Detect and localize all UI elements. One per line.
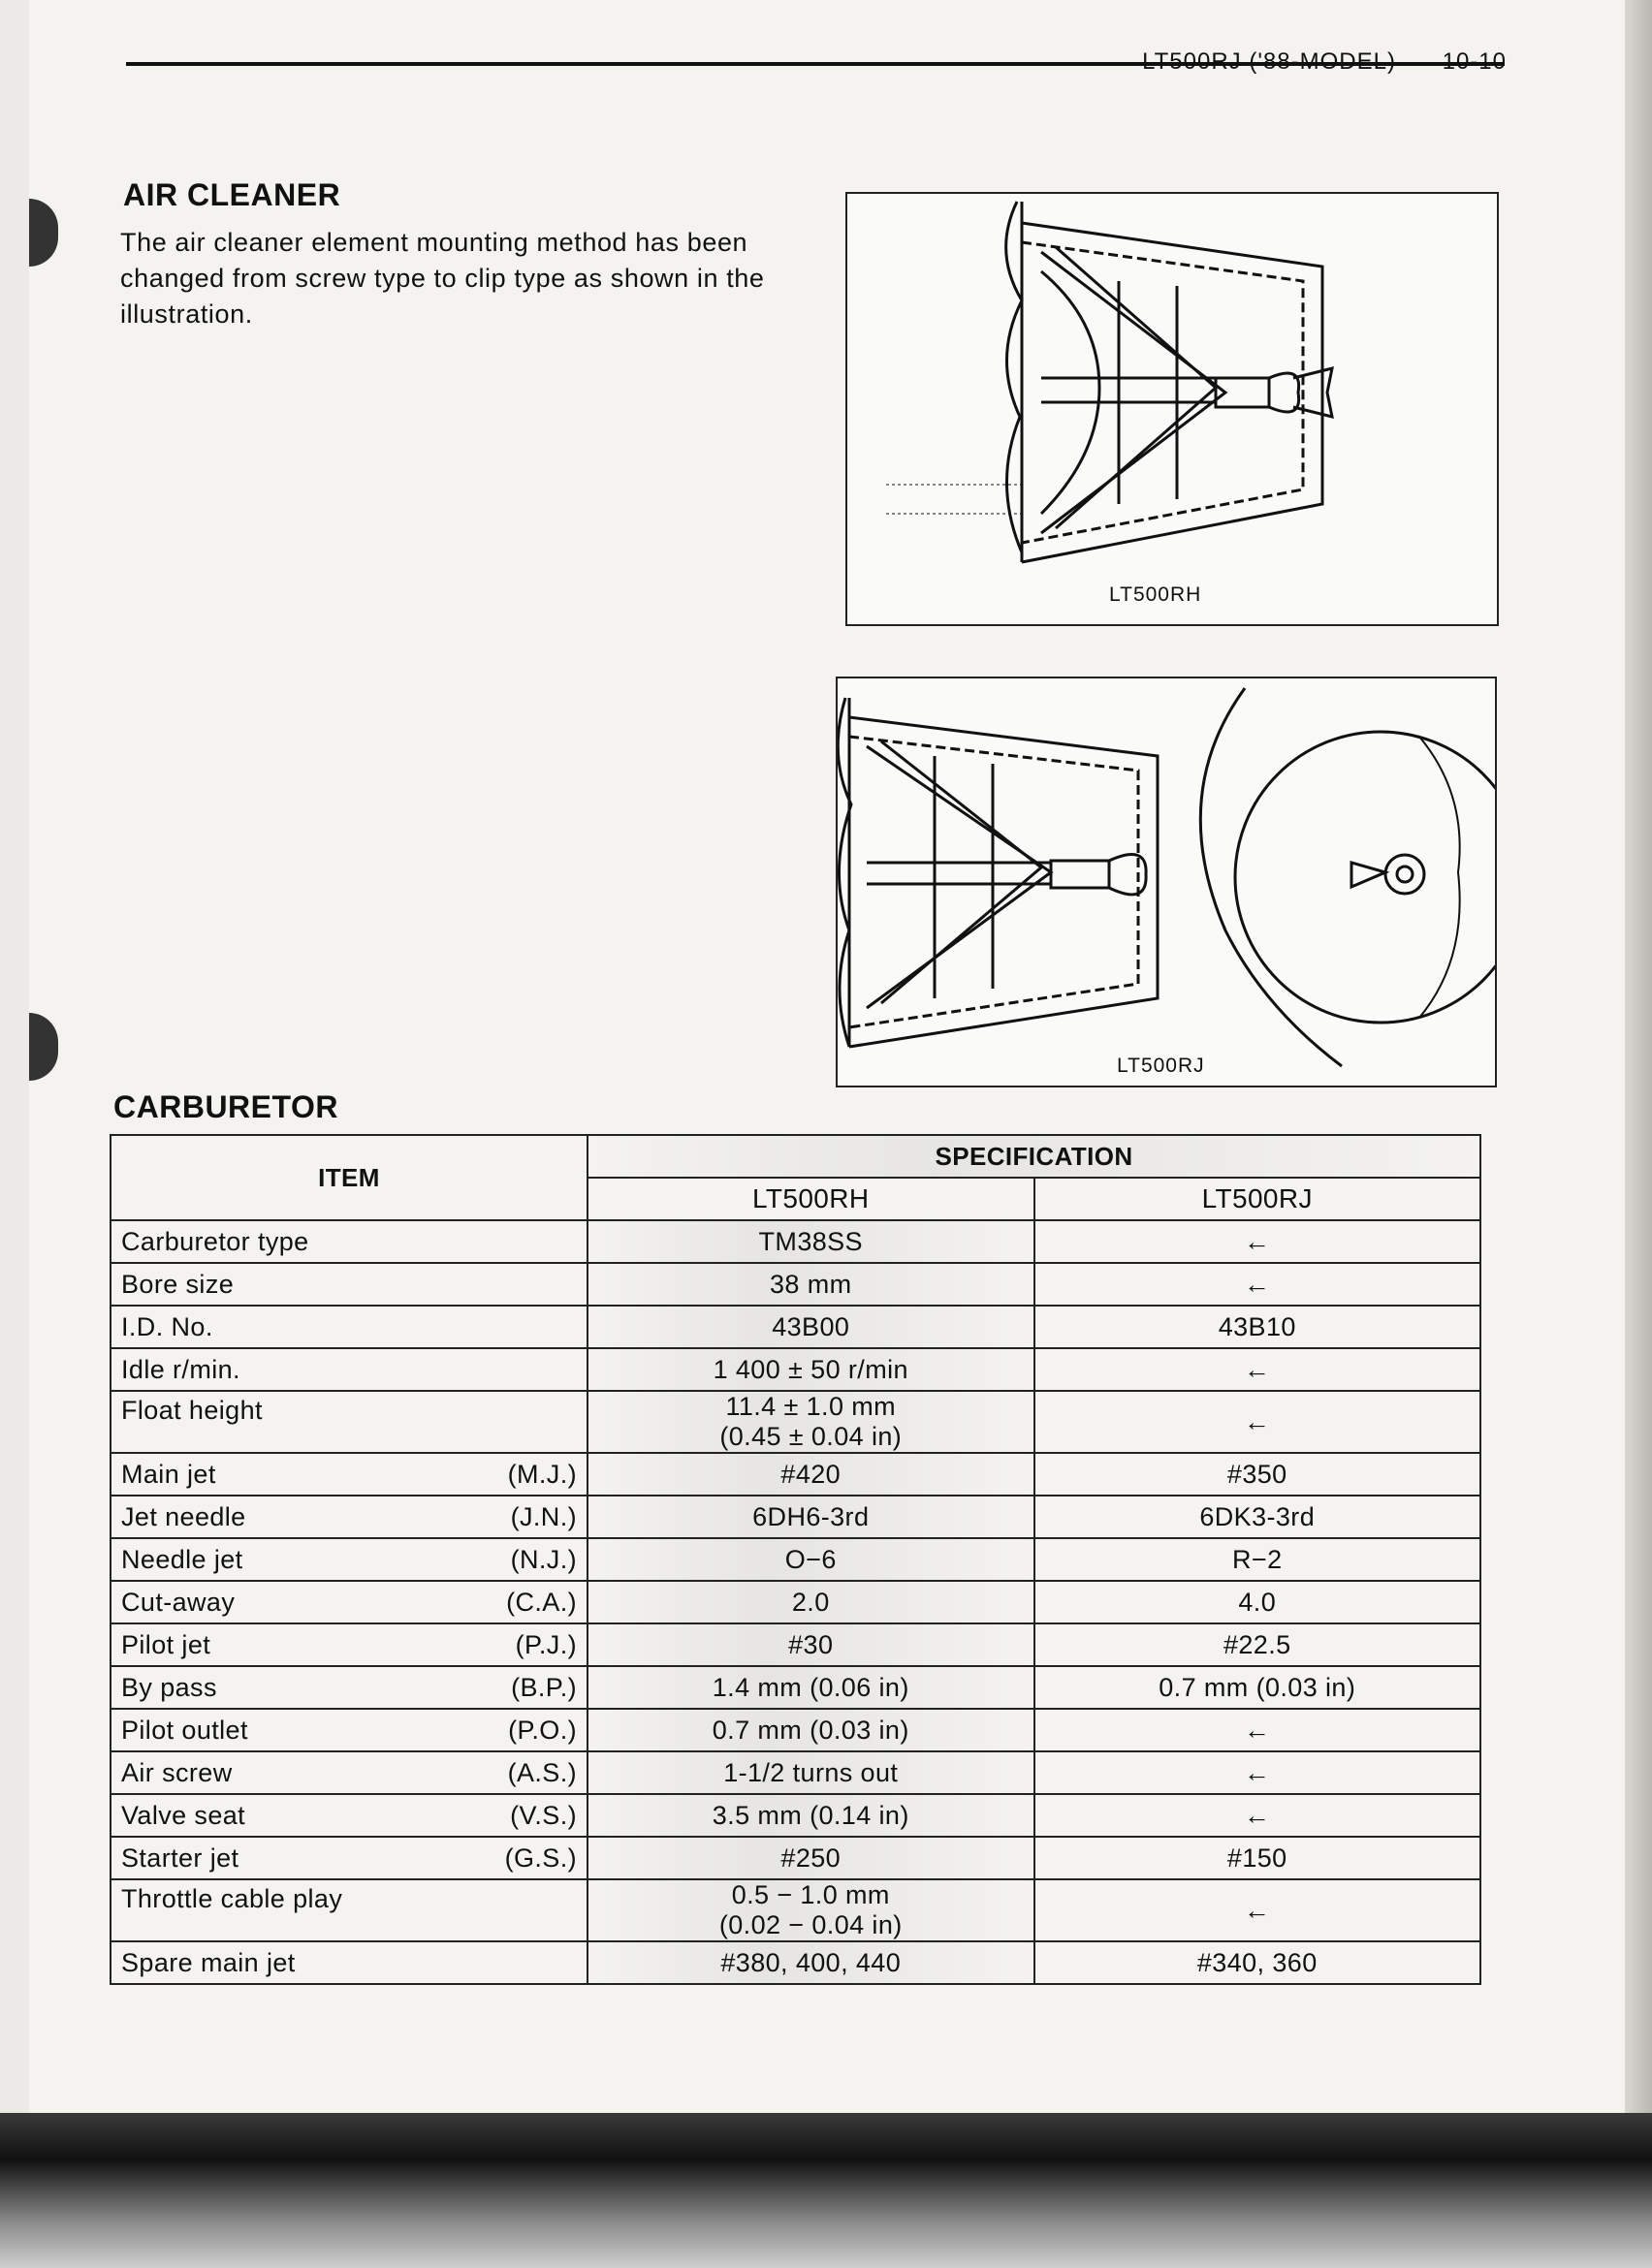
table-row — [111, 1581, 1480, 1623]
lt500rh-value-line1: 1 400 ± 50 r/min — [713, 1354, 908, 1384]
lt500rh-value — [588, 1794, 1034, 1837]
lt500rh-value — [588, 1623, 1034, 1666]
item-cell — [111, 1623, 588, 1666]
lt500rh-value-line2: (0.45 ± 0.04 in) — [719, 1422, 903, 1451]
item-name: I.D. No. — [121, 1311, 213, 1341]
lt500rj-value: 6DK3-3rd — [1034, 1496, 1481, 1538]
lt500rj-value: #150 — [1034, 1837, 1481, 1879]
page-number: 10-10 — [1442, 48, 1507, 75]
lt500rh-value-line1: #420 — [780, 1459, 842, 1489]
item-name: Valve seat — [121, 1800, 246, 1830]
item-cell — [111, 1220, 588, 1263]
lt500rh-value — [588, 1496, 1034, 1538]
item-cell — [111, 1709, 588, 1751]
carburetor-spec-table — [110, 1134, 1481, 1985]
item-abbreviation: (J.N.) — [510, 1501, 577, 1531]
item-abbreviation: (B.P.) — [511, 1672, 577, 1702]
header-specification: SPECIFICATION — [588, 1135, 1480, 1178]
item-name: Bore size — [121, 1269, 235, 1299]
lt500rj-value: #22.5 — [1034, 1623, 1481, 1666]
table-row — [111, 1941, 1480, 1984]
table-row — [111, 1220, 1480, 1263]
lt500rh-value — [588, 1391, 1034, 1453]
lt500rj-value: ← — [1034, 1220, 1481, 1263]
item-abbreviation: (N.J.) — [510, 1544, 577, 1574]
item-cell — [111, 1348, 588, 1391]
lt500rj-value: #350 — [1034, 1453, 1481, 1496]
lt500rj-value: 43B10 — [1034, 1306, 1481, 1348]
figure-lt500rj — [836, 677, 1497, 1087]
carburetor-title: CARBURETOR — [113, 1089, 338, 1124]
item-abbreviation: (P.J.) — [515, 1629, 577, 1659]
lt500rh-value — [588, 1453, 1034, 1496]
lt500rj-value: ← — [1034, 1794, 1481, 1837]
item-name: Float height — [121, 1396, 263, 1425]
lt500rh-value — [588, 1837, 1034, 1879]
lt500rh-value-line1: 38 mm — [769, 1269, 852, 1299]
air-cleaner-clip-illustration — [838, 678, 1495, 1086]
lt500rj-value: ← — [1034, 1391, 1481, 1453]
header-lt500rj: LT500RJ — [1034, 1178, 1481, 1220]
lt500rh-value-line1: #380, 400, 440 — [720, 1947, 902, 1977]
item-cell — [111, 1391, 588, 1453]
lt500rh-value — [588, 1306, 1034, 1348]
lt500rj-value: ← — [1034, 1348, 1481, 1391]
lt500rh-value-line1: 6DH6-3rd — [752, 1501, 870, 1531]
header-item: ITEM — [111, 1135, 588, 1220]
item-name: Starter jet — [121, 1843, 239, 1873]
item-name: Jet needle — [121, 1501, 246, 1531]
table-row — [111, 1666, 1480, 1709]
table-row — [111, 1837, 1480, 1879]
table-row — [111, 1306, 1480, 1348]
page-header — [1142, 48, 1507, 76]
item-cell — [111, 1538, 588, 1581]
page-edge — [1625, 0, 1652, 2113]
lt500rj-value: ← — [1034, 1263, 1481, 1306]
lt500rh-value — [588, 1220, 1034, 1263]
lt500rh-value-line1: 0.7 mm (0.03 in) — [712, 1715, 909, 1745]
lt500rh-value — [588, 1751, 1034, 1794]
item-name: Carburetor type — [121, 1226, 309, 1256]
lt500rj-value: ← — [1034, 1709, 1481, 1751]
item-cell — [111, 1496, 588, 1538]
lt500rh-value — [588, 1941, 1034, 1984]
lt500rh-value-line1: 3.5 mm (0.14 in) — [712, 1800, 909, 1830]
item-name: Pilot jet — [121, 1629, 211, 1659]
header-lt500rh: LT500RH — [588, 1178, 1034, 1220]
lt500rh-value — [588, 1879, 1034, 1941]
table-row — [111, 1538, 1480, 1581]
figure2-caption: LT500RJ — [1117, 1055, 1205, 1077]
lt500rj-value: #340, 360 — [1034, 1941, 1481, 1984]
lt500rh-value — [588, 1348, 1034, 1391]
item-abbreviation: (C.A.) — [506, 1587, 577, 1617]
table-row — [111, 1348, 1480, 1391]
item-cell — [111, 1751, 588, 1794]
table-row — [111, 1391, 1480, 1453]
item-cell — [111, 1581, 588, 1623]
table-row — [111, 1263, 1480, 1306]
table-row — [111, 1794, 1480, 1837]
air-cleaner-title: AIR CLEANER — [123, 177, 341, 212]
table-row — [111, 1709, 1480, 1751]
item-abbreviation: (M.J.) — [507, 1459, 577, 1489]
table-row — [111, 1879, 1480, 1941]
lt500rh-value-line1: O−6 — [784, 1544, 837, 1574]
item-abbreviation: (G.S.) — [504, 1843, 577, 1873]
item-name: Throttle cable play — [121, 1884, 343, 1913]
lt500rh-value — [588, 1709, 1034, 1751]
item-name: Needle jet — [121, 1544, 243, 1574]
lt500rj-value: ← — [1034, 1879, 1481, 1941]
lt500rh-value-line2: (0.02 − 0.04 in) — [718, 1910, 903, 1939]
item-abbreviation: (P.O.) — [508, 1715, 577, 1745]
lt500rh-value-line1: #250 — [780, 1843, 842, 1873]
lt500rj-value: ← — [1034, 1751, 1481, 1794]
lt500rh-value-line1: TM38SS — [758, 1226, 863, 1256]
item-name: Pilot outlet — [121, 1715, 248, 1745]
lt500rj-value: 4.0 — [1034, 1581, 1481, 1623]
item-abbreviation: (A.S.) — [507, 1757, 577, 1787]
lt500rh-value-line1: 0.5 − 1.0 mm — [731, 1880, 890, 1909]
lt500rh-value-line1: 2.0 — [791, 1587, 830, 1617]
figure-lt500rh — [845, 192, 1499, 626]
header-model: LT500RJ ('88-MODEL) — [1142, 48, 1396, 75]
lt500rh-value — [588, 1538, 1034, 1581]
lt500rh-value-line1: 43B00 — [772, 1311, 850, 1341]
table-row — [111, 1751, 1480, 1794]
item-cell — [111, 1263, 588, 1306]
air-cleaner-text: The air cleaner element mounting method has been changed from screw type to clip type as shown in the illustration. — [120, 228, 765, 329]
lt500rh-value-line1: #30 — [788, 1629, 834, 1659]
item-name: Cut-away — [121, 1587, 236, 1617]
lt500rh-value-line1: 1.4 mm (0.06 in) — [712, 1672, 909, 1702]
item-name: Air screw — [121, 1757, 233, 1787]
figure1-caption: LT500RH — [1109, 583, 1202, 606]
item-name: Idle r/min. — [121, 1354, 240, 1384]
page-bottom-shadow — [0, 2113, 1652, 2268]
item-cell — [111, 1879, 588, 1941]
lt500rh-value-line1: 1-1/2 turns out — [723, 1757, 899, 1787]
item-cell — [111, 1941, 588, 1984]
lt500rj-value: R−2 — [1034, 1538, 1481, 1581]
lt500rj-value: 0.7 mm (0.03 in) — [1034, 1666, 1481, 1709]
item-cell — [111, 1666, 588, 1709]
table-row — [111, 1623, 1480, 1666]
item-name: Spare main jet — [121, 1947, 296, 1977]
lt500rh-value-line1: 11.4 ± 1.0 mm — [725, 1392, 897, 1421]
air-cleaner-screw-illustration — [847, 194, 1497, 624]
lt500rh-value — [588, 1263, 1034, 1306]
item-abbreviation: (V.S.) — [510, 1800, 577, 1830]
item-name: Main jet — [121, 1459, 216, 1489]
item-name: By pass — [121, 1672, 217, 1702]
item-cell — [111, 1453, 588, 1496]
table-row — [111, 1496, 1480, 1538]
item-cell — [111, 1794, 588, 1837]
table-row — [111, 1453, 1480, 1496]
item-cell — [111, 1306, 588, 1348]
lt500rh-value — [588, 1581, 1034, 1623]
item-cell — [111, 1837, 588, 1879]
lt500rh-value — [588, 1666, 1034, 1709]
